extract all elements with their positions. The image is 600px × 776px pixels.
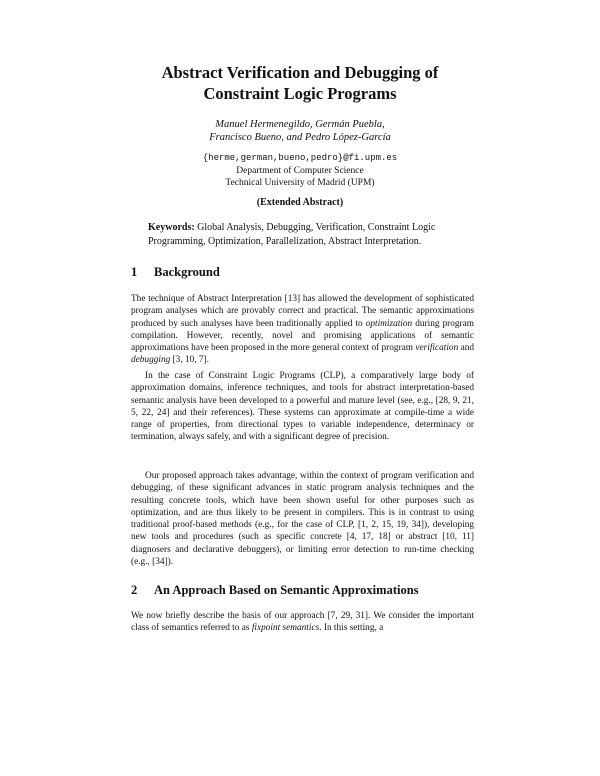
title-line-1: Abstract Verification and Debugging of bbox=[161, 63, 439, 82]
section-1-number: 1 bbox=[131, 265, 138, 279]
p4-text-a: We now briefly describe the basis of our approach [7, 29, 31]. We consider the important class of semantics referred to as bbox=[131, 611, 474, 634]
p1-text-a: The technique of Abstract Interpretation [13] has allowed the development of sophisticated program analyses which are provably correct and practical. The semantic approximations produced by such analyses have been traditionally applied to bbox=[131, 294, 474, 329]
author-list bbox=[130, 118, 470, 144]
paragraph-3: Our proposed approach takes advantage, within the context of program verification and debugging, of these significant advances in static program analysis techniques and the resulting concrete tools, which have been shown useful for other purposes such as optimization, and are thus likely to be present in compilers. This is in contrast to using traditional proof-based methods (e.g., for the case of CLP, [1, 2, 15, 19, 34]), developing new tools and procedures (such as specific concrete [4, 17, 18] or abstract [10, 11] diagnosers and declarative debuggers), or limiting error detection to run-time checking (e.g., [34]). bbox=[131, 471, 474, 568]
department-name: Department of Computer Science bbox=[236, 165, 364, 176]
affiliation bbox=[130, 152, 470, 190]
p1-text-e: and bbox=[458, 343, 474, 354]
paragraph-2: In the case of Constraint Logic Programs (CLP), a comparatively large body of approximation domains, inference techniques, and tools for abstract interpretation-based semantic analysis have been developed to a powerful and mature level (see, e.g., [28, 9, 21, 5, 22, 24] and their references). These systems can approximate at compile-time a wide range of properties, from directional types to variable independence, determinacy or termination, always safely, and with a significant degree of precision. bbox=[131, 371, 474, 443]
p1-text-c: during program compilation. However, recently, novel and promising applications of semantic approximations have been proposed in the more general context of program bbox=[131, 318, 474, 354]
paragraph-4 bbox=[131, 610, 474, 635]
p4-text-c: . In this setting, a bbox=[319, 623, 384, 634]
paragraph-1 bbox=[131, 293, 474, 367]
author-email: {herme,german,bueno,pedro}@fi.upm.es bbox=[202, 153, 398, 163]
section-2-number: 2 bbox=[131, 583, 138, 597]
p1-emph-debugging: debugging bbox=[131, 355, 171, 366]
title-line-2: Constraint Logic Programs bbox=[203, 84, 397, 103]
p1-emph-verification: verification bbox=[415, 343, 459, 354]
p1-text-g: [3, 10, 7]. bbox=[170, 355, 209, 366]
keywords-text: Global Analysis, Debugging, Verification, Constraint Logic Programming, Optimization, Parallelization, Abstract Interpretation. bbox=[148, 222, 436, 247]
p1-emph-optimization: optimization bbox=[365, 318, 413, 329]
keywords-block bbox=[148, 221, 468, 249]
paper-title bbox=[100, 62, 500, 104]
section-heading-1 bbox=[131, 265, 491, 280]
keywords-label: Keywords: bbox=[148, 222, 195, 233]
university-name: Technical University of Madrid (UPM) bbox=[225, 178, 375, 188]
section-heading-2 bbox=[131, 583, 491, 598]
section-2-title: An Approach Based on Semantic Approximations bbox=[154, 583, 419, 597]
authors-line-1: Manuel Hermenegildo, Germán Puebla, bbox=[215, 119, 385, 130]
p4-emph-fixpoint-semantics: fixpoint semantics bbox=[251, 623, 320, 634]
section-1-title: Background bbox=[154, 265, 220, 279]
authors-line-2: Francisco Bueno, and Pedro López-García bbox=[209, 132, 391, 143]
extended-abstract-label: (Extended Abstract) bbox=[256, 197, 344, 208]
